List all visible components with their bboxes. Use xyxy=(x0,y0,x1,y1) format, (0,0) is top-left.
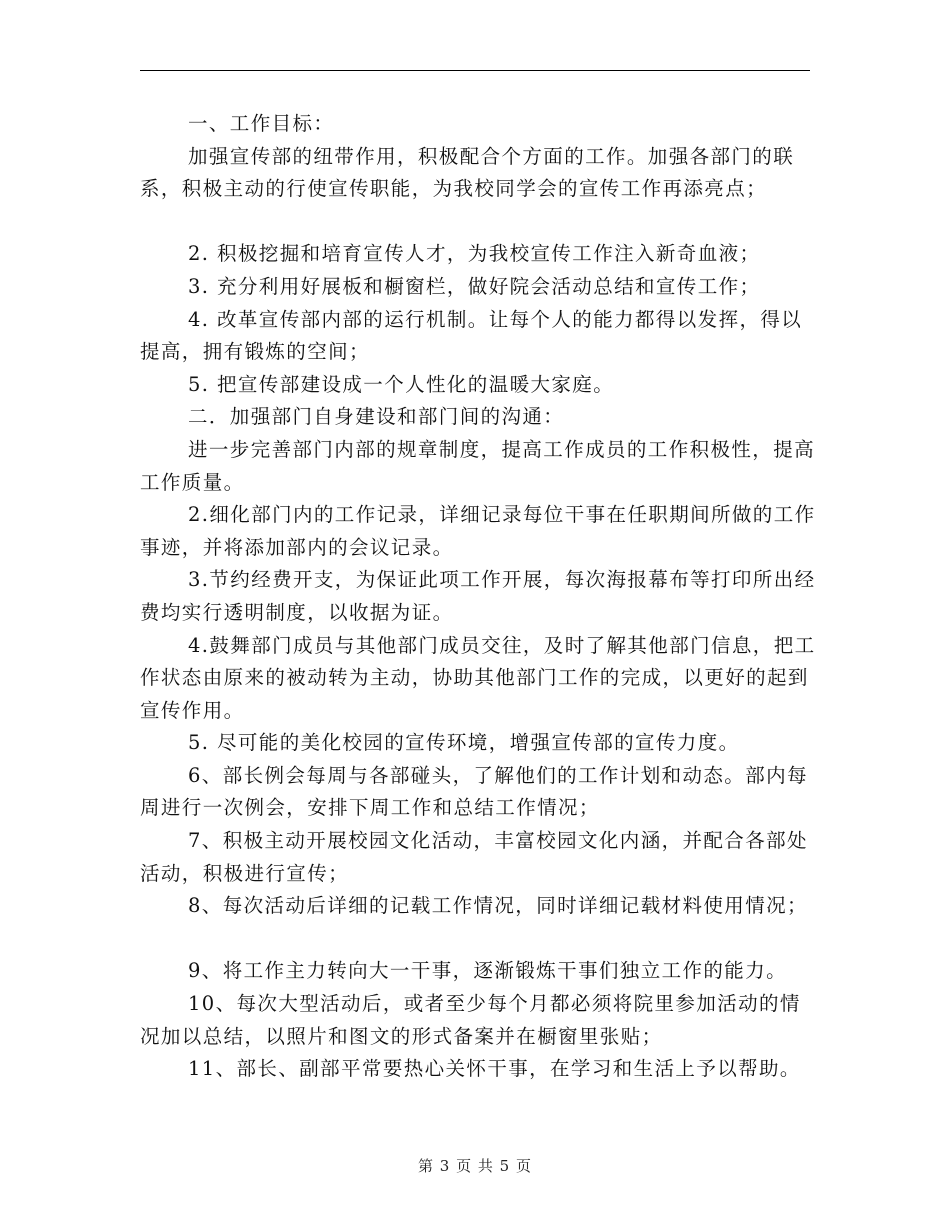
paragraph-item: 2.细化部门内的工作记录，详细记录每位干事在任职期间所做的工作事迹，并将添加部内的会议记录。 xyxy=(140,503,816,559)
paragraph-item: 7、积极主动开展校园文化活动，丰富校园文化内涵，并配合各部处活动，积极进行宣传； xyxy=(140,829,808,885)
paragraph-item: 10、每次大型活动后，或者至少每个月都必须将院里参加活动的情况加以总结，以照片和图文的形式备案并在橱窗里张贴； xyxy=(140,992,801,1048)
paragraph-item: 6、部长例会每周与各部碰头，了解他们的工作计划和动态。部内每周进行一次例会，安排下周工作和总结工作情况； xyxy=(140,763,808,820)
paragraph-item: 进一步完善部门内部的规章制度，提高工作成员的工作积极性，提高工作质量。 xyxy=(140,437,816,494)
paragraph-item: 9、将工作主力转向大一干事，逐渐锻炼干事们独立工作的能力。 xyxy=(188,959,788,983)
header-rule xyxy=(140,70,810,71)
paragraph-goal-intro: 加强宣传部的纽带作用，积极配合个方面的工作。加强各部门的联系，积极主动的行使宣传职能，为我校同学会的宣传工作再添亮点； xyxy=(140,144,795,201)
document-body xyxy=(140,108,820,1086)
paragraph-item: 3.节约经费开支，为保证此项工作开展，每次海报幕布等打印所出经费均实行透明制度，以收据为证。 xyxy=(140,568,816,624)
section-heading-communication: 二．加强部门自身建设和部门间的沟通： xyxy=(188,405,565,429)
paragraph-item: 5. 把宣传部建设成一个人性化的温暖大家庭。 xyxy=(188,372,615,396)
paragraph-item: 4. 改革宣传部内部的运行机制。让每个人的能力都得以发挥，得以提高，拥有锻炼的空间； xyxy=(140,307,803,364)
paragraph-item: 2. 积极挖掘和培育宣传人才，为我校宣传工作注入新奇血液； xyxy=(188,242,761,266)
paragraph-item: 4.鼓舞部门成员与其他部门成员交往，及时了解其他部门信息，把工作状态由原来的被动转为主动，协助其他部门工作的完成，以更好的起到宣传作用。 xyxy=(140,633,816,722)
paragraph-item: 3. 充分利用好展板和橱窗栏，做好院会活动总结和宣传工作； xyxy=(188,274,761,298)
paragraph-item: 11、部长、副部平常要热心关怀干事，在学习和生活上予以帮助。 xyxy=(188,1057,801,1081)
page-number-footer: 第 3 页 共 5 页 xyxy=(418,1157,532,1175)
section-heading-goals: 一、工作目标： xyxy=(188,112,335,135)
paragraph-item: 8、每次活动后详细的记载工作情况，同时详细记载材料使用情况； xyxy=(188,894,808,918)
paragraph-item: 5. 尽可能的美化校园的宣传环境，增强宣传部的宣传力度。 xyxy=(188,731,740,755)
